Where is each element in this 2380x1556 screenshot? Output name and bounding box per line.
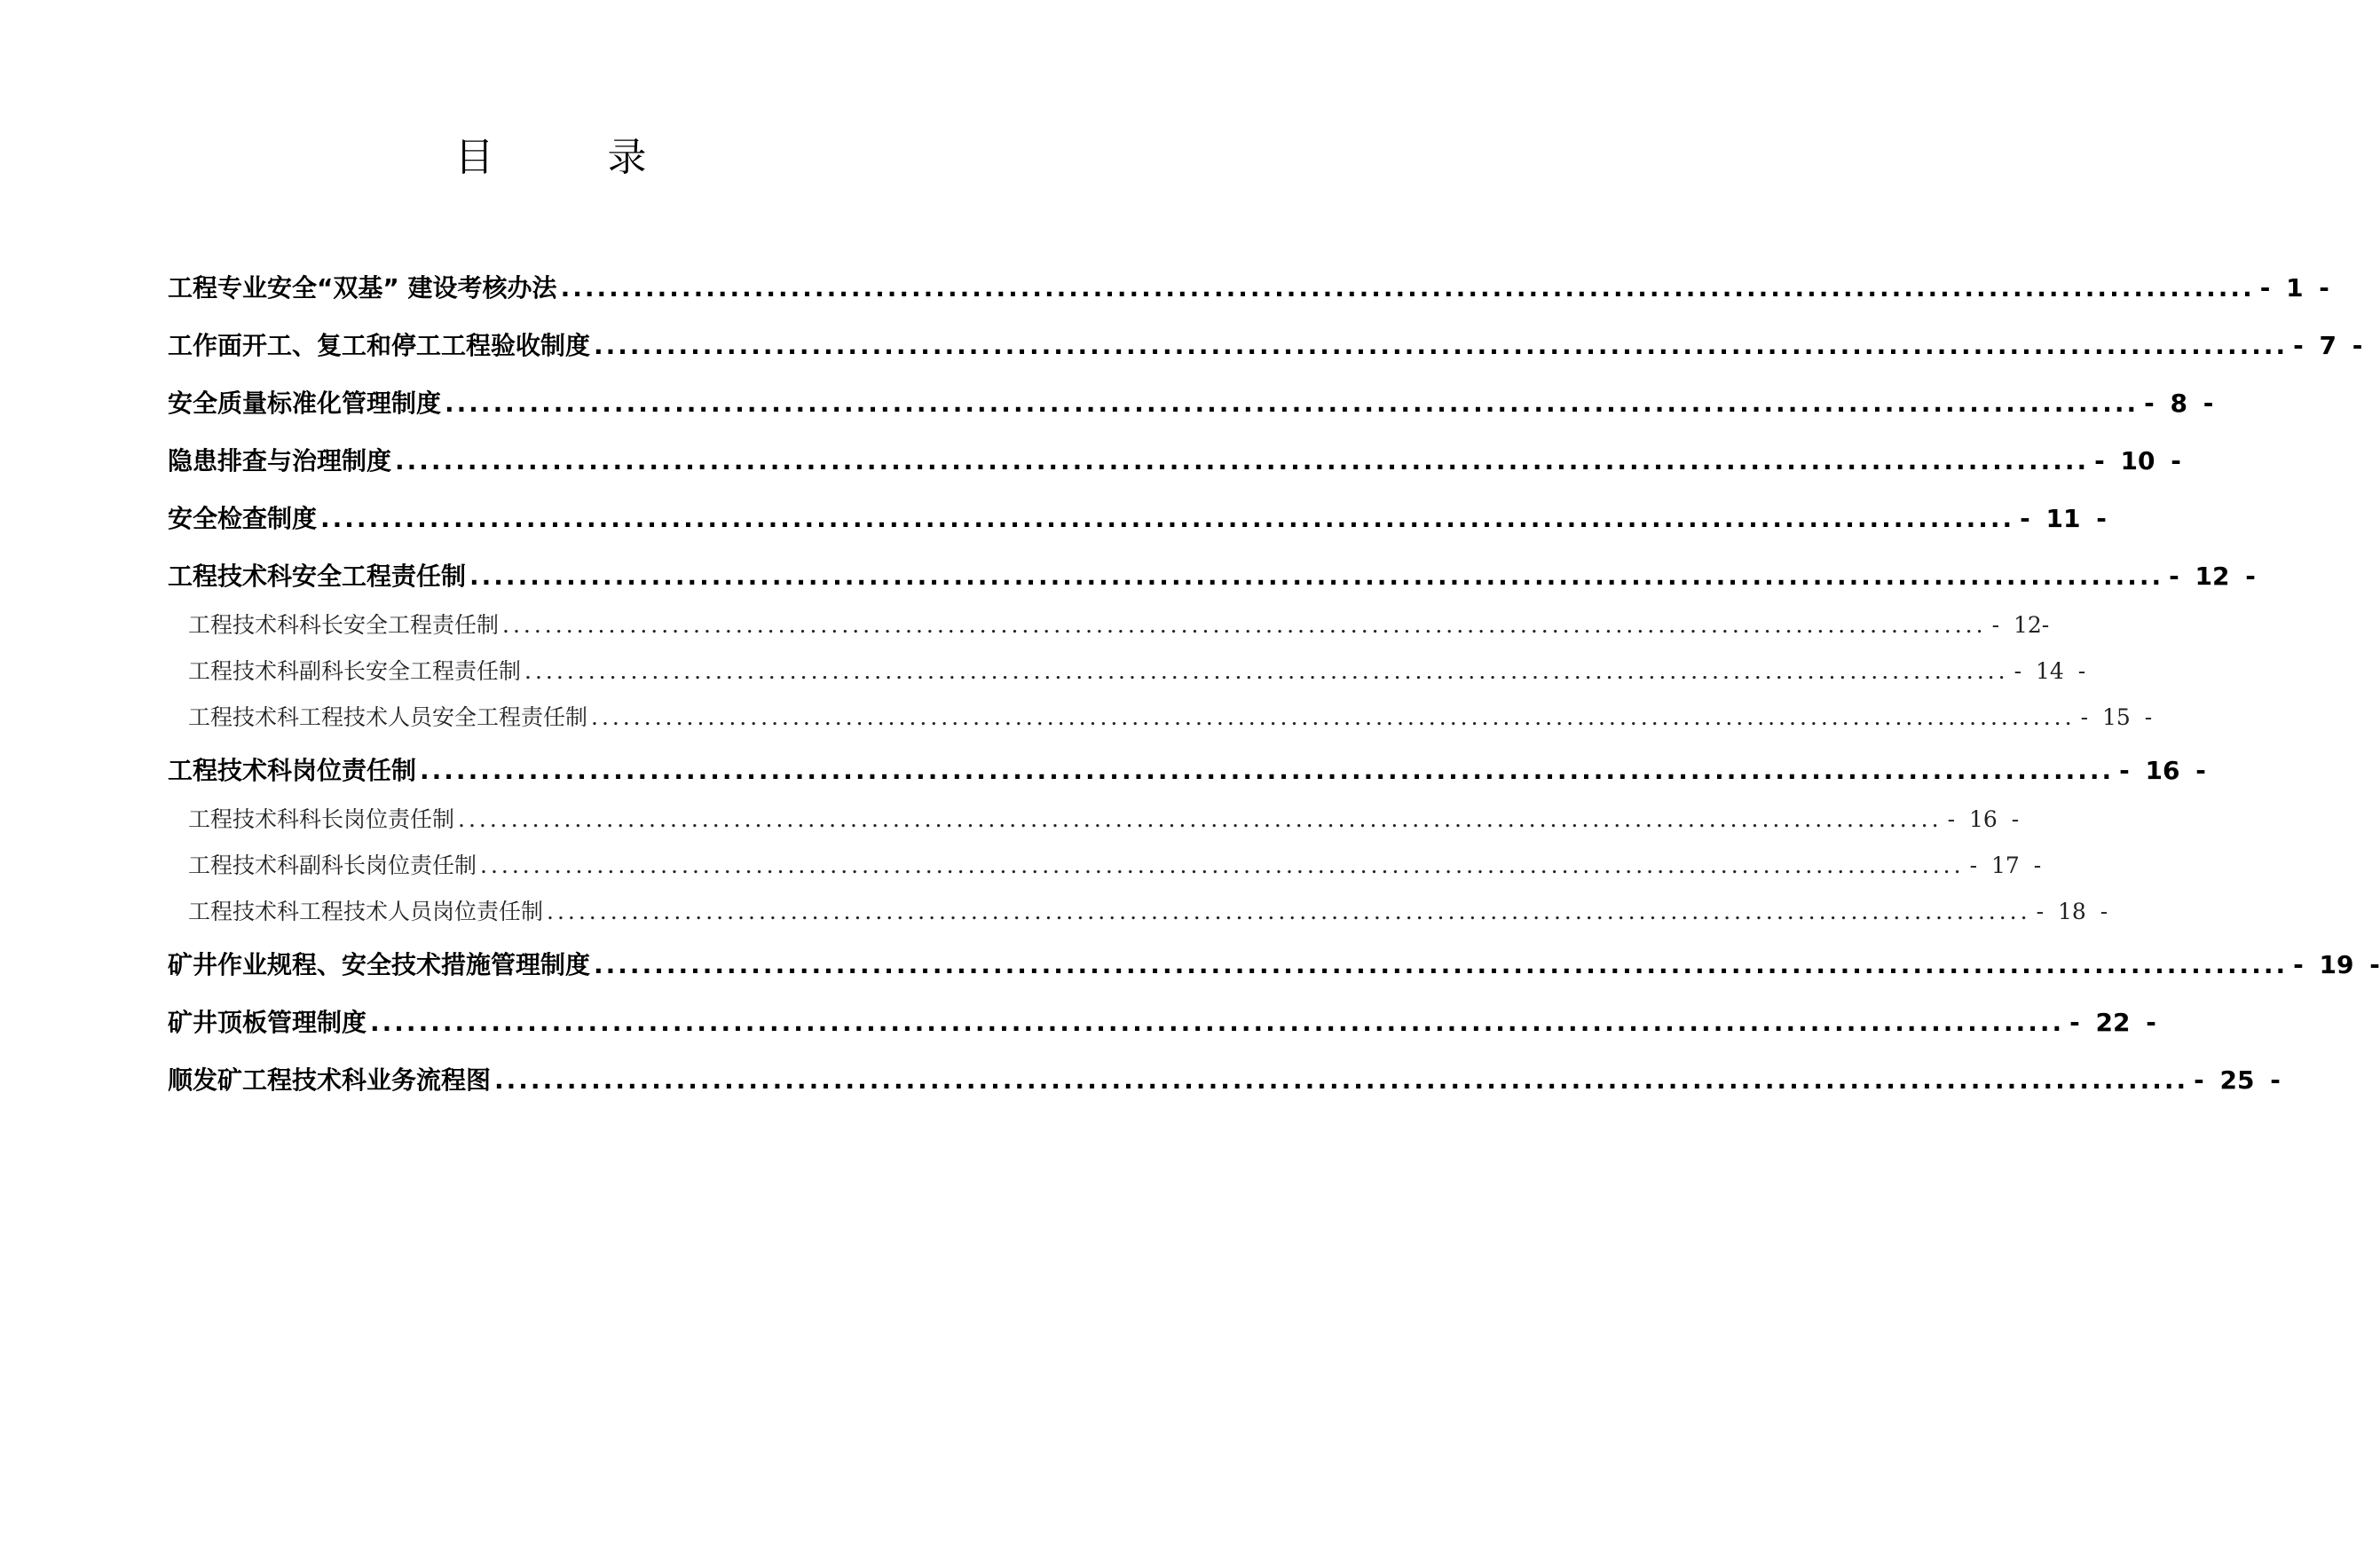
toc-page-number: - 15 -	[2080, 704, 2153, 730]
toc-page-number: - 12 -	[2169, 562, 2256, 591]
toc-page-number: - 25 -	[2194, 1065, 2281, 1095]
toc-entry-title: 工程专业安全“双基” 建设考核办法	[168, 273, 557, 303]
toc-entry-title: 安全质量标准化管理制度	[168, 389, 442, 418]
toc-entry-title: 工程技术科科长岗位责任制	[188, 806, 455, 832]
toc-entry-title: 工程技术科安全工程责任制	[168, 562, 467, 591]
toc-subentry[interactable]	[168, 702, 2153, 734]
dot-leader: ............................................................................................................................................	[480, 853, 1965, 878]
toc-entry-title: 工程技术科副科长岗位责任制	[188, 853, 477, 878]
toc-subentry[interactable]	[168, 656, 2086, 688]
dot-leader: ............................................................................................................................................	[502, 612, 1987, 638]
dot-leader: ............................................................................................................................................	[594, 331, 2289, 360]
toc-subentry[interactable]	[168, 609, 2050, 641]
toc-entry-title: 工作面开工、复工和停工工程验收制度	[168, 331, 591, 360]
toc-entry[interactable]	[168, 326, 2363, 365]
dot-leader: ............................................................................................................................................	[594, 950, 2289, 979]
dot-leader: ............................................................................................................................................	[469, 562, 2164, 591]
toc-page-number: - 8 -	[2144, 389, 2214, 418]
toc-entry[interactable]	[168, 384, 2214, 422]
toc-subentry[interactable]	[168, 804, 2020, 836]
toc-entry-title: 安全检查制度	[168, 504, 318, 533]
toc-entry-title: 顺发矿工程技术科业务流程图	[168, 1065, 492, 1095]
dot-leader: ............................................................................................................................................	[524, 658, 2009, 684]
dot-leader: ............................................................................................................................................	[547, 899, 2031, 924]
dot-leader: ............................................................................................................................................	[494, 1065, 2189, 1095]
toc-entry-title: 矿井顶板管理制度	[168, 1008, 367, 1037]
toc-page-number: - 16 -	[1947, 806, 2020, 832]
toc-entry-title: 工程技术科工程技术人员岗位责任制	[188, 899, 544, 924]
toc-entry[interactable]	[168, 499, 2107, 538]
toc-entry-title: 工程技术科岗位责任制	[168, 756, 417, 785]
toc-entry[interactable]	[168, 442, 2181, 480]
toc-page-number: - 11 -	[2020, 504, 2107, 533]
toc-page-number: - 17 -	[1969, 853, 2042, 878]
dot-leader: ............................................................................................................................................	[320, 504, 2015, 533]
toc-entry[interactable]	[168, 557, 2256, 595]
toc-page-number: - 18 -	[2036, 899, 2108, 924]
toc-subentry[interactable]	[168, 896, 2108, 928]
page-title: 目 录	[454, 135, 684, 180]
toc-entry-title: 矿井作业规程、安全技术措施管理制度	[168, 950, 591, 979]
toc-entry[interactable]	[168, 1061, 2281, 1099]
dot-leader: ............................................................................................................................................	[458, 806, 1943, 832]
toc-page-number: - 14 -	[2014, 658, 2086, 684]
toc-entry[interactable]	[168, 751, 2206, 790]
dot-leader: ............................................................................................................................................	[395, 446, 2090, 475]
toc-page-number: - 1 -	[2259, 273, 2329, 303]
toc-entry[interactable]	[168, 946, 2380, 984]
toc-subentry[interactable]	[168, 850, 2042, 882]
toc-page-number: - 16 -	[2119, 756, 2206, 785]
table-of-contents	[168, 269, 2380, 1119]
toc-page-number: - 7 -	[2293, 331, 2363, 360]
dot-leader: ............................................................................................................................................	[420, 756, 2115, 785]
toc-entry-title: 工程技术科科长安全工程责任制	[188, 612, 500, 638]
toc-page-number: - 22 -	[2069, 1008, 2156, 1037]
toc-entry-title: 工程技术科副科长安全工程责任制	[188, 658, 522, 684]
dot-leader: ............................................................................................................................................	[370, 1008, 2065, 1037]
dot-leader: ............................................................................................................................................	[591, 704, 2076, 730]
toc-page-number: - 12-	[1991, 612, 2050, 638]
toc-entry[interactable]	[168, 269, 2329, 307]
toc-entry-title: 隐患排查与治理制度	[168, 446, 392, 475]
toc-page-number: - 10 -	[2094, 446, 2181, 475]
dot-leader: ............................................................................................................................................	[445, 389, 2140, 418]
toc-entry-title: 工程技术科工程技术人员安全工程责任制	[188, 704, 588, 730]
dot-leader: ............................................................................................................................................	[560, 273, 2255, 303]
toc-entry[interactable]	[168, 1003, 2156, 1041]
toc-page-number: - 19 -	[2293, 950, 2380, 979]
